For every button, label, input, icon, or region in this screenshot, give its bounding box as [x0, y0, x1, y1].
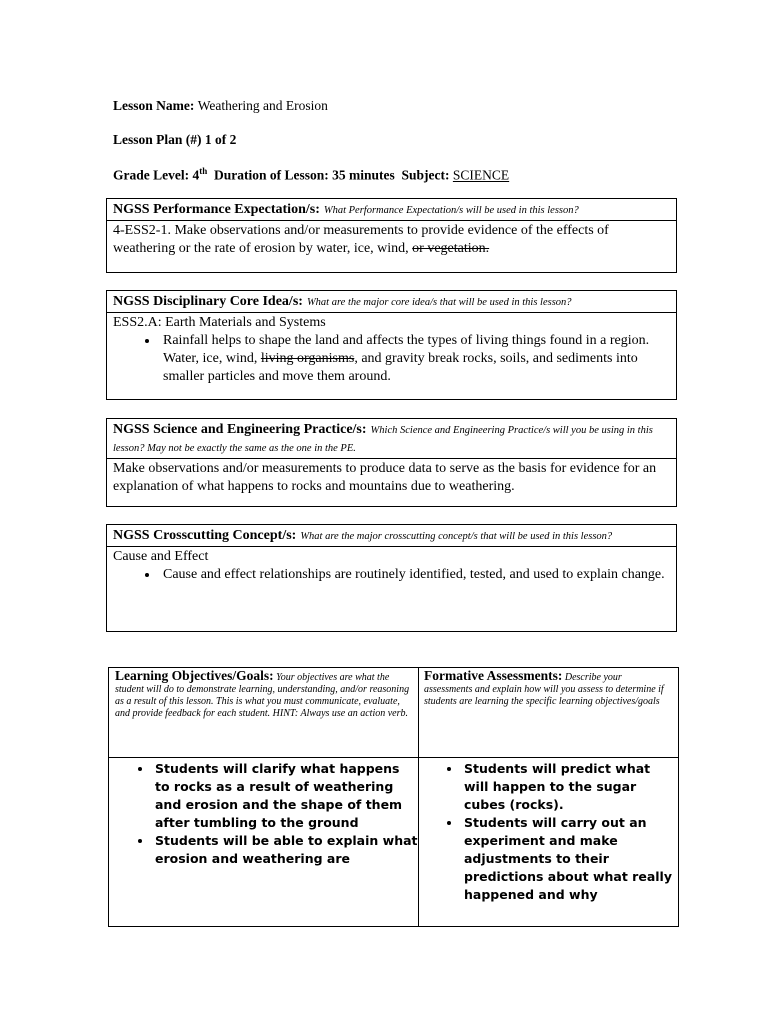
dci-header [107, 291, 676, 313]
sep-hint: Which Science and Engineering Practice/s will you be using in this lesson? May not be exactly the same as the one in the PE. [113, 425, 653, 454]
pe-hint: What Performance Expectation/s will be used in this lesson? [323, 205, 579, 216]
assessment-item: • Students will carry out an experiment and make adjustments to their predictions about what really happened and why [462, 814, 678, 904]
objectives-cell [109, 760, 418, 868]
ccc-bullet: • Cause and effect relationships are routinely identified, tested, and used to explain change. [159, 566, 670, 584]
ccc-hint: What are the major crosscutting concept/s that will be used in this lesson? [300, 531, 613, 542]
assessments-title: Formative Assessments: [424, 668, 563, 683]
sep-text: Make observations and/or measurements to produce data to serve as the basis for evidence for an explanation of what happens to rocks and mountains due to weathering. [113, 461, 657, 494]
dci-body [107, 313, 676, 387]
objectives-header [109, 668, 418, 758]
assessment-item: • Students will predict what will happen to the sugar cubes (rocks). [462, 760, 678, 814]
ccc-box [106, 524, 677, 632]
lesson-name: Weathering and Erosion [197, 98, 328, 113]
ccc-title: NGSS Crosscutting Concept/s: [113, 528, 297, 543]
grade-line [113, 166, 509, 184]
lesson-name-line [113, 98, 328, 114]
pe-text: 4-ESS2-1. Make observations and/or measurements to provide evidence of the effects of weathering or the rate of erosion by water, ice, wind, [113, 223, 609, 256]
grade-value: 4 [192, 167, 200, 183]
sep-header [107, 419, 676, 459]
objectives-title: Learning Objectives/Goals: [115, 668, 274, 683]
objective-item: • Students will be able to explain what erosion and weathering are [153, 832, 418, 868]
lesson-name-label: Lesson Name: [113, 98, 195, 113]
sep-title: NGSS Science and Engineering Practice/s: [113, 422, 367, 437]
assessments-header [418, 668, 678, 758]
lesson-plan: Lesson Plan (#) 1 of 2 [113, 132, 237, 147]
duration: Duration of Lesson: 35 minutes [214, 167, 395, 183]
grade-label: Grade Level: [113, 167, 190, 183]
pe-title: NGSS Performance Expectation/s: [113, 202, 320, 217]
grade-suffix: th [199, 166, 208, 176]
objectives-column [109, 668, 419, 926]
objective-item: • Students will clarify what happens to rocks as a result of weathering and erosion and the shape of them after tumbling to the ground [153, 760, 418, 832]
assessments-cell [418, 760, 678, 904]
ccc-header [107, 525, 676, 547]
dci-bullet-struck: living organisms [260, 351, 355, 366]
subject: SCIENCE [452, 167, 510, 183]
assessments-column [418, 668, 678, 926]
assessments-hint: Describe your assessments and explain how will you assess to determine if students are learning the specific learning objectives/goals [424, 672, 664, 707]
sep-box [106, 418, 677, 507]
dci-box [106, 290, 677, 400]
ccc-heading: Cause and Effect [113, 549, 209, 564]
pe-body [107, 221, 676, 259]
dci-title: NGSS Disciplinary Core Idea/s: [113, 294, 303, 309]
objectives-hint: Your objectives are what the student will do to demonstrate learning, understanding, and/or reasoning as a result of this lesson. This is what you must communicate, evaluate, and provide feedback for each student. HINT: Always use an action verb. [115, 672, 410, 719]
dci-bullet [159, 332, 670, 386]
subject-label: Subject: [401, 167, 450, 183]
pe-header [107, 199, 676, 221]
pe-box [106, 198, 677, 273]
dci-bullet-text-a: Rainfall helps to shape the land and affects the types of living things found in a region. Water, ice, wind, [163, 333, 650, 366]
dci-bullet-text-b: , and gravity break rocks, soils, and sediments into smaller particles and move them around. [163, 351, 638, 384]
objectives-assessments-table [108, 667, 679, 927]
pe-struck: or vegetation. [412, 241, 490, 256]
dci-heading: ESS2.A: Earth Materials and Systems [113, 315, 326, 330]
ccc-body [107, 547, 676, 585]
dci-hint: What are the major core idea/s that will be used in this lesson? [306, 297, 572, 308]
